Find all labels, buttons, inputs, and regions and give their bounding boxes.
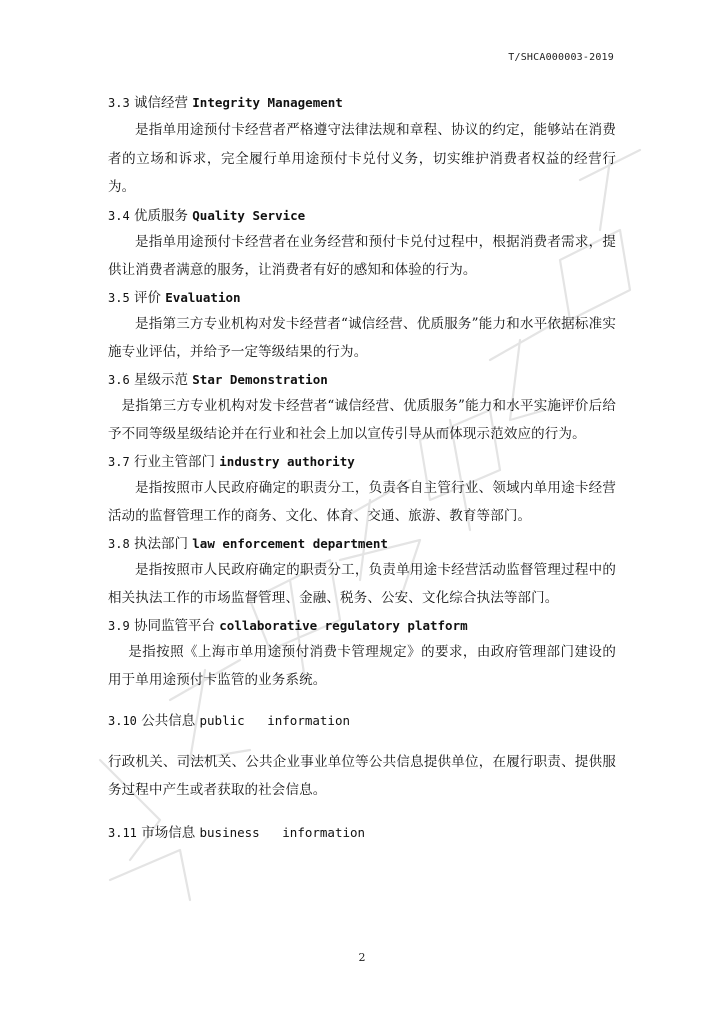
term-title-zh: 市场信息 [141,824,196,841]
term-number: 3.5 [108,290,130,305]
term-title-zh: 评价 [133,289,161,306]
term-definition: 行政机关、司法机关、公共企业事业单位等公共信息提供单位，在履行职责、提供服务过程中产生或者获取的社会信息。 [108,753,616,798]
term-title-zh: 执法部门 [133,535,188,552]
term-title-zh: 协同监管平台 [133,617,215,634]
term-definition: 是指第三方专业机构对发卡经营者“诚信经营、优质服务”能力和水平实施评价后给予不同等级星级结论并在行业和社会上加以宣传引导从而体现示范效应的行为。 [108,397,616,442]
term-heading [108,534,616,553]
term-definition: 是指单用途预付卡经营者严格遵守法律法规和章程、协议的约定，能够站在消费者的立场和诉求，完全履行单用途预付卡兑付义务，切实维护消费者权益的经营行为。 [108,122,616,195]
term-number: 3.10 [108,713,137,728]
term-number: 3.3 [108,96,130,110]
term-number: 3.7 [108,454,130,469]
term-title-en: law enforcement department [192,535,388,551]
term-title-en: Star Demonstration [192,371,328,387]
term-title-en: industry authority [219,453,355,469]
term-title-zh: 诚信经营 [133,95,188,111]
standard-code: T/SHCA000003-2019 [508,52,614,63]
term-heading [108,206,616,225]
term-number: 3.11 [108,825,137,840]
term-title-en: collaborative regulatory platform [219,617,468,633]
document-body [108,93,616,842]
term-title-en: Evaluation [165,289,241,305]
term-definition: 是指按照《上海市单用途预付消费卡管理规定》的要求，由政府管理部门建设的用于单用途预付卡监管的业务系统。 [108,643,616,688]
term-title-zh: 优质服务 [133,207,188,224]
term-definition: 是指按照市人民政府确定的职责分工，负责各自主管行业、领域内单用途卡经营活动的监督管理工作的商务、文化、体育、交通、旅游、教育等部门。 [108,479,616,524]
page-number: 2 [358,951,366,964]
term-number: 3.9 [108,618,130,633]
term-title-en: business information [199,824,366,840]
term-heading [108,823,616,842]
term-definition: 是指单用途预付卡经营者在业务经营和预付卡兑付过程中，根据消费者需求，提供让消费者满意的服务，让消费者有好的感知和体验的行为。 [108,233,616,278]
term-title-zh: 行业主管部门 [133,453,215,470]
term-number: 3.8 [108,536,130,551]
term-heading [108,452,616,471]
term-title-en: Quality Service [192,207,306,223]
term-heading [108,370,616,389]
term-heading [108,93,616,112]
term-number: 3.4 [108,208,130,223]
term-title-en: Integrity Management [192,95,343,110]
term-title-zh: 公共信息 [141,712,196,729]
term-heading [108,711,616,730]
term-title-en: public information [199,712,351,728]
term-number: 3.6 [108,372,130,387]
term-definition: 是指第三方专业机构对发卡经营者“诚信经营、优质服务”能力和水平依据标准实施专业评估，并给予一定等级结果的行为。 [108,315,616,360]
term-heading [108,616,616,635]
term-title-zh: 星级示范 [133,371,188,388]
term-heading [108,288,616,307]
term-definition: 是指按照市人民政府确定的职责分工，负责单用途卡经营活动监督管理过程中的相关执法工作的市场监督管理、金融、税务、公安、文化综合执法等部门。 [108,561,616,606]
